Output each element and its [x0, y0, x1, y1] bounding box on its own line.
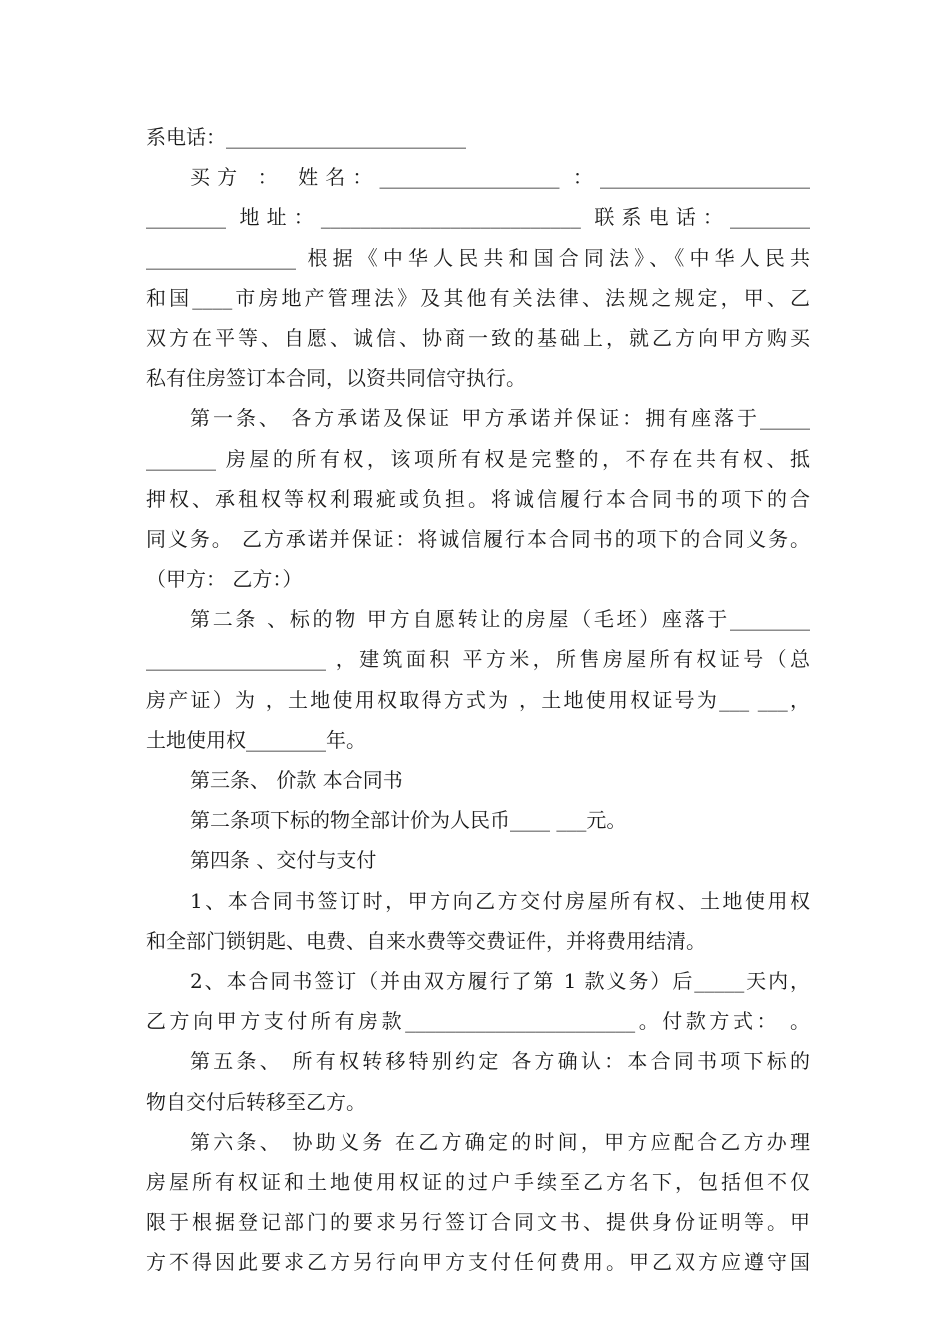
- text-line: 房屋所有权证和土地使用权证的过户手续至乙方名下，包括但不仅: [146, 1169, 810, 1194]
- text-line: 第一条、 各方承诺及保证 甲方承诺并保证：拥有座落于_____: [190, 406, 810, 431]
- text-line: 乙方向甲方支付所有房款_______________________。付款方式： 。: [146, 1009, 810, 1034]
- text-line: __________________ ，建筑面积 平方米，所售房屋所有权证号（总: [146, 647, 810, 672]
- text-line: 1、本合同书签订时，甲方向乙方交付房屋所有权、土地使用权: [190, 888, 810, 913]
- text-line: 第五条、 所有权转移特别约定 各方确认：本合同书项下标的: [190, 1049, 810, 1074]
- text-line: _______ 房屋的所有权，该项所有权是完整的，不存在共有权、抵: [146, 446, 810, 471]
- contract-body-text: [146, 117, 810, 1282]
- text-line: 第二条项下标的物全部计价为人民币____ ___元。: [190, 808, 627, 833]
- text-line: 第三条、 价款 本合同书: [190, 768, 403, 792]
- text-line: 系电话：________________________: [146, 125, 466, 149]
- text-line: 第六条、 协助义务 在乙方确定的时间，甲方应配合乙方办理: [190, 1129, 810, 1154]
- text-line: _______________ 根据《中华人民共和国合同法》、《中华人民共: [146, 245, 810, 270]
- text-line: ________ 地址：__________________________ 联系电话：________: [146, 205, 810, 230]
- text-line: 和国____市房地产管理法》及其他有关法律、法规之规定，甲、乙: [146, 285, 810, 310]
- text-line: 2、本合同书签订（并由双方履行了第 1 款义务）后_____天内，: [190, 968, 810, 993]
- text-line: 房产证）为 ，土地使用权取得方式为 ，土地使用权证号为___ ___，: [146, 687, 810, 712]
- text-line: 物自交付后转移至乙方。: [146, 1089, 366, 1114]
- text-line: 私有住房签订本合同，以资共同信守执行。: [146, 366, 526, 391]
- text-line: 土地使用权________年。: [146, 727, 366, 752]
- text-line: 方不得因此要求乙方另行向甲方支付任何费用。甲乙双方应遵守国: [146, 1250, 810, 1275]
- text-line: 限于根据登记部门的要求另行签订合同文书、提供身份证明等。甲: [146, 1210, 810, 1235]
- text-line: 买方 ： 姓名：__________________ ：_____________________: [190, 165, 810, 190]
- text-line: 第二条 、标的物 甲方自愿转让的房屋（毛坯）座落于________: [190, 607, 810, 632]
- text-line: 同义务。 乙方承诺并保证：将诚信履行本合同书的项下的合同义务。: [146, 526, 810, 551]
- text-line: 双方在平等、自愿、诚信、协商一致的基础上，就乙方向甲方购买: [146, 325, 810, 350]
- text-line: （甲方： 乙方：）: [146, 567, 303, 592]
- text-line: 押权、承租权等权利瑕疵或负担。将诚信履行本合同书的项下的合: [146, 486, 810, 511]
- text-line: 第四条 、交付与支付: [190, 848, 377, 873]
- text-line: 和全部门锁钥匙、电费、自来水费等交费证件，并将费用结清。: [146, 928, 706, 953]
